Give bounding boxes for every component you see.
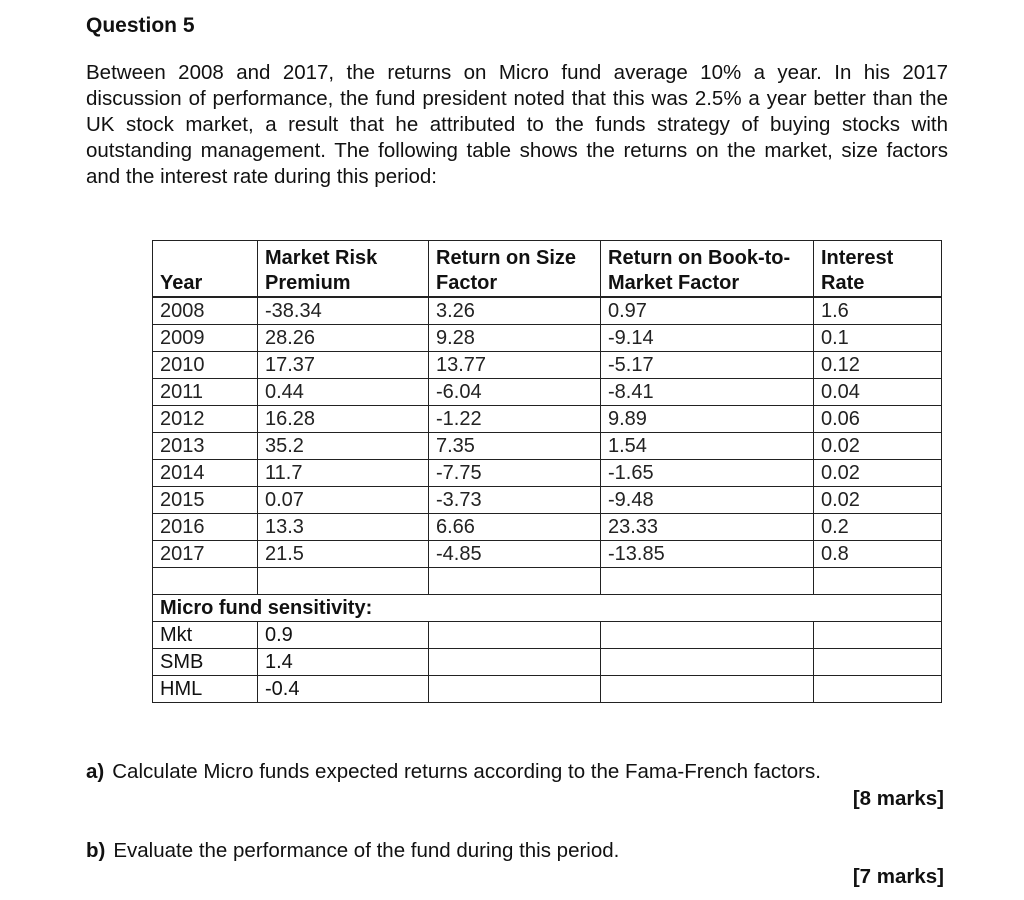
blank-cell — [429, 622, 601, 649]
table-row — [153, 379, 942, 406]
blank-cell — [153, 568, 258, 595]
blank-cell — [429, 676, 601, 703]
sensitivity-row — [153, 676, 942, 703]
blank-cell — [601, 622, 814, 649]
blank-cell — [601, 649, 814, 676]
sensitivity-factor: Mkt — [153, 622, 258, 649]
book-to-market-cell: -13.85 — [601, 541, 814, 568]
book-to-market-cell: 9.89 — [601, 406, 814, 433]
part-b-label: b) — [86, 839, 106, 862]
size-factor-cell: -7.75 — [429, 460, 601, 487]
header-year: Year — [153, 241, 258, 298]
sensitivity-value: 1.4 — [258, 649, 429, 676]
market-risk-premium-cell: 13.3 — [258, 514, 429, 541]
book-to-market-cell: 1.54 — [601, 433, 814, 460]
part-a-question — [86, 759, 821, 785]
interest-rate-cell: 0.02 — [814, 460, 942, 487]
sensitivity-value: 0.9 — [258, 622, 429, 649]
part-a-text: Calculate Micro funds expected returns according to the Fama-French factors. — [112, 760, 821, 783]
blank-cell — [258, 568, 429, 595]
interest-rate-cell: 0.1 — [814, 325, 942, 352]
year-cell: 2012 — [153, 406, 258, 433]
table-row — [153, 487, 942, 514]
book-to-market-cell: -5.17 — [601, 352, 814, 379]
book-to-market-cell: -1.65 — [601, 460, 814, 487]
part-a-label: a) — [86, 760, 105, 783]
table-row — [153, 297, 942, 325]
table-row — [153, 460, 942, 487]
interest-rate-cell: 0.02 — [814, 487, 942, 514]
table-row — [153, 325, 942, 352]
market-risk-premium-cell: 0.44 — [258, 379, 429, 406]
table-row — [153, 514, 942, 541]
part-a-marks: [8 marks] — [852, 787, 944, 810]
interest-rate-cell: 0.8 — [814, 541, 942, 568]
size-factor-cell: 3.26 — [429, 297, 601, 325]
market-risk-premium-cell: 28.26 — [258, 325, 429, 352]
sensitivity-row — [153, 649, 942, 676]
question-intro: Between 2008 and 2017, the returns on Micro fund average 10% a year. In his 2017 discussion of performance, the fund president noted that this was 2.5% a year better than the UK stock market, a result that he attributed to the funds strategy of buying stocks with outstanding management. The following table shows the returns on the market, size factors and the interest rate during this period: — [86, 61, 948, 188]
sensitivity-title-row — [153, 595, 942, 622]
year-cell: 2008 — [153, 297, 258, 325]
sensitivity-row — [153, 622, 942, 649]
market-risk-premium-cell: 11.7 — [258, 460, 429, 487]
year-cell: 2011 — [153, 379, 258, 406]
blank-cell — [429, 568, 601, 595]
book-to-market-cell: -9.14 — [601, 325, 814, 352]
book-to-market-cell: -8.41 — [601, 379, 814, 406]
size-factor-cell: 13.77 — [429, 352, 601, 379]
sensitivity-title: Micro fund sensitivity: — [153, 595, 942, 622]
sensitivity-value: -0.4 — [258, 676, 429, 703]
table-row — [153, 433, 942, 460]
part-b-marks: [7 marks] — [852, 865, 944, 888]
year-cell: 2009 — [153, 325, 258, 352]
size-factor-cell: -4.85 — [429, 541, 601, 568]
market-risk-premium-cell: 0.07 — [258, 487, 429, 514]
size-factor-cell: 9.28 — [429, 325, 601, 352]
table-header-row — [153, 241, 942, 298]
sensitivity-factor: SMB — [153, 649, 258, 676]
interest-rate-cell: 0.2 — [814, 514, 942, 541]
size-factor-cell: -6.04 — [429, 379, 601, 406]
returns-table — [152, 240, 942, 703]
market-risk-premium-cell: 35.2 — [258, 433, 429, 460]
year-cell: 2015 — [153, 487, 258, 514]
blank-cell — [814, 568, 942, 595]
market-risk-premium-cell: 16.28 — [258, 406, 429, 433]
market-risk-premium-cell: 17.37 — [258, 352, 429, 379]
year-cell: 2010 — [153, 352, 258, 379]
blank-cell — [429, 649, 601, 676]
header-market-risk-premium: Market Risk Premium — [258, 241, 429, 298]
market-risk-premium-cell: -38.34 — [258, 297, 429, 325]
part-b-question — [86, 838, 619, 864]
interest-rate-cell: 0.04 — [814, 379, 942, 406]
blank-cell — [814, 649, 942, 676]
sensitivity-factor: HML — [153, 676, 258, 703]
interest-rate-cell: 0.06 — [814, 406, 942, 433]
blank-cell — [814, 622, 942, 649]
blank-cell — [601, 568, 814, 595]
year-cell: 2014 — [153, 460, 258, 487]
size-factor-cell: 6.66 — [429, 514, 601, 541]
blank-cell — [601, 676, 814, 703]
header-book-to-market-factor: Return on Book-to-Market Factor — [601, 241, 814, 298]
year-cell: 2013 — [153, 433, 258, 460]
book-to-market-cell: 0.97 — [601, 297, 814, 325]
part-b-text: Evaluate the performance of the fund during this period. — [113, 839, 620, 862]
header-interest-rate: Interest Rate — [814, 241, 942, 298]
interest-rate-cell: 1.6 — [814, 297, 942, 325]
sensitivity-body — [153, 622, 942, 703]
interest-rate-cell: 0.12 — [814, 352, 942, 379]
size-factor-cell: -3.73 — [429, 487, 601, 514]
table-row — [153, 406, 942, 433]
year-cell: 2016 — [153, 514, 258, 541]
year-cell: 2017 — [153, 541, 258, 568]
interest-rate-cell: 0.02 — [814, 433, 942, 460]
size-factor-cell: -1.22 — [429, 406, 601, 433]
table-blank-row — [153, 568, 942, 595]
header-size-factor: Return on Size Factor — [429, 241, 601, 298]
market-risk-premium-cell: 21.5 — [258, 541, 429, 568]
table-body — [153, 297, 942, 568]
table-row — [153, 541, 942, 568]
question-title: Question 5 — [86, 14, 195, 37]
table-row — [153, 352, 942, 379]
size-factor-cell: 7.35 — [429, 433, 601, 460]
book-to-market-cell: 23.33 — [601, 514, 814, 541]
book-to-market-cell: -9.48 — [601, 487, 814, 514]
blank-cell — [814, 676, 942, 703]
